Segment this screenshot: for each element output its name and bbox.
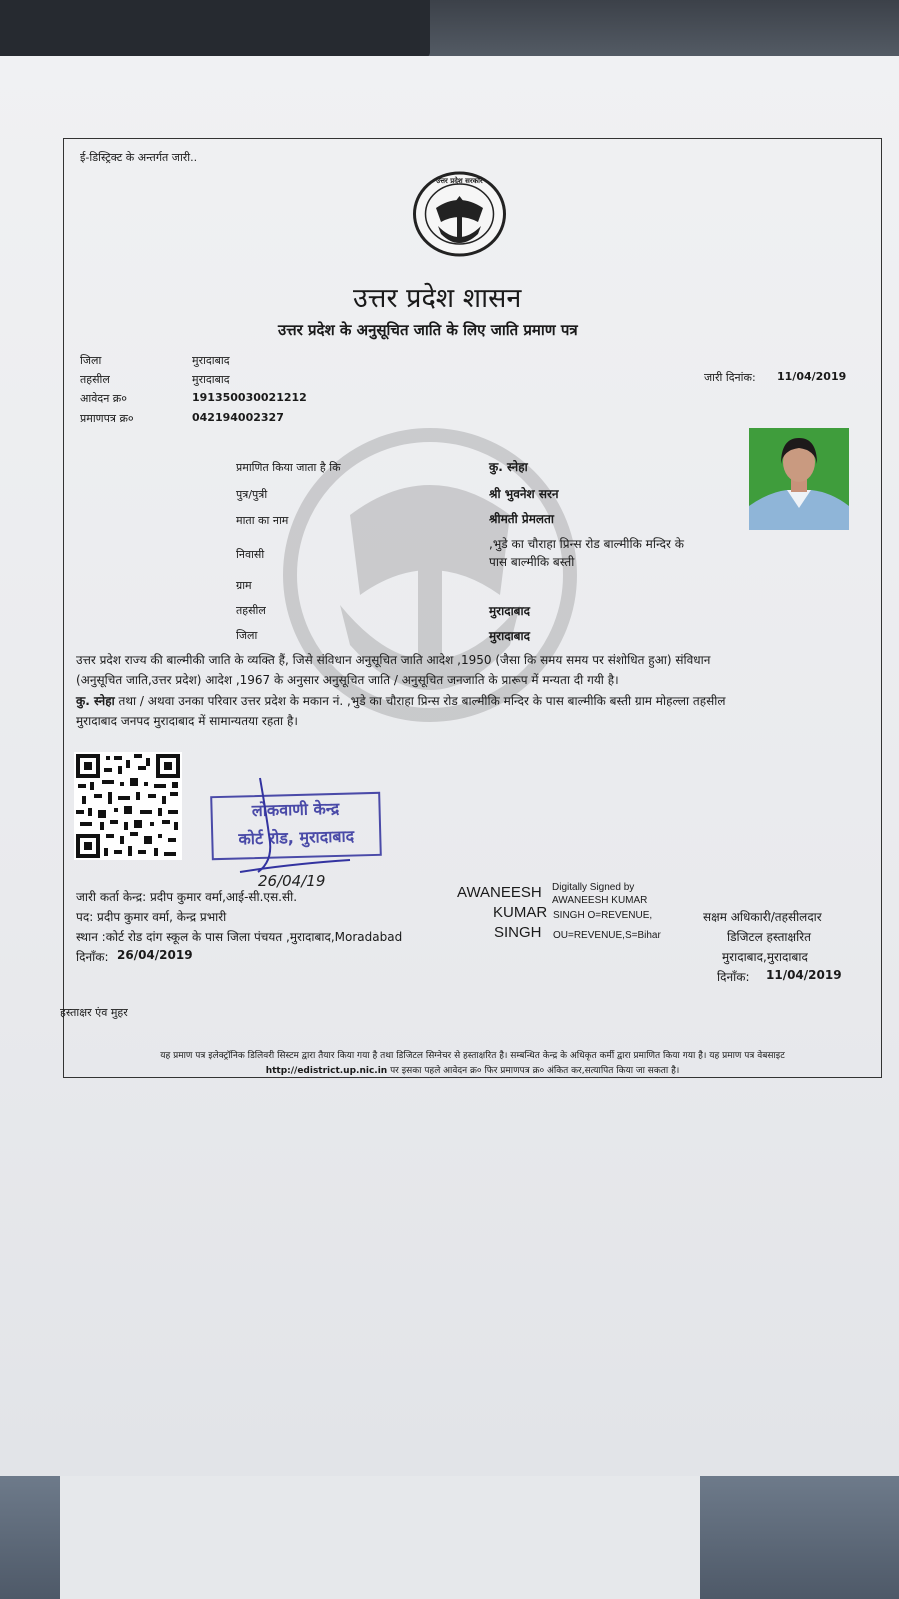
edistrict-note: ई-डिस्ट्रिक्ट के अन्तर्गत जारी.. [80, 151, 198, 164]
body-name: कु. स्नेहा [76, 694, 115, 708]
dsig-name-1: AWANEESH [457, 884, 542, 901]
detail-value-father: श्री भुवनेश सरन [489, 487, 559, 501]
footer-line-1: यह प्रमाण पत्र इलेक्ट्रॉनिक डिलिवरी सिस्टम द्वारा तैयार किया गया है तथा डिजिटल सिग्नेचर से हस्ताक्षरित है। सम्बन्धित केन्द्र के अधिकृत कर्मी द्वारा प्रमाणित किया गया है। यह प्रमाण पत्र वेबसाइट [160, 1051, 785, 1061]
qr-code [74, 752, 182, 860]
officer-date-label: दिनाँक: [717, 970, 750, 984]
issue-date-label: जारी दिनांक: [704, 371, 756, 384]
footer-line-2 [63, 1063, 882, 1076]
issuer-post: पद: प्रदीप कुमार वर्मा, केन्द्र प्रभारी [76, 910, 227, 924]
meta-value-tehsil: मुरादाबाद [192, 373, 230, 386]
detail-value-address-2: पास बाल्मीकि बस्ती [489, 555, 575, 569]
detail-label-village: ग्राम [236, 579, 252, 592]
handwritten-date: 26/04/19 [258, 872, 326, 890]
dsig-name-3: SINGH [494, 924, 542, 941]
body-line-3-text: तथा / अथवा उनका परिवार उत्तर प्रदेश के मकान नं. ,भुडे का चौराहा प्रिन्स रोड बाल्मीकि मन्दिर के पास बाल्मीकि बस्ती ग्राम मोहल्ला तहसील [114, 694, 726, 708]
stamp-line-2: कोर्ट रोड, मुरादाबाद [238, 826, 355, 849]
dsig-name-2: KUMAR [493, 904, 548, 921]
body-line-4: मुरादाबाद जनपद मुरादाबाद में सामान्यतया रहता है। [76, 714, 298, 728]
detail-label-certified: प्रमाणित किया जाता है कि [236, 461, 341, 474]
detail-value-mother: श्रीमती प्रेमलता [489, 512, 554, 526]
emblem-text: उत्तर प्रदेश सरकार [436, 177, 483, 185]
detail-value-address-1: ,भुडे का चौराहा प्रिन्स रोड बाल्मीकि मन्दिर के [489, 537, 684, 551]
detail-value-district: मुरादाबाद [489, 629, 531, 643]
issuer-place: स्थान :कोर्ट रोड दांग स्कूल के पास जिला पंचयत ,मुरादाबाद,Moradabad [76, 930, 403, 944]
dsig-detail-2: AWANEESH KUMAR [552, 895, 648, 906]
body-line-2: (अनुसूचित जाति,उत्तर प्रदेश) आदेश ,1967 के अनुसार अनुसूचित जाति / अनुसूचित जनजाति के प्रारूप में मन्यता दी गयी है। [76, 673, 619, 687]
body-line-1: उत्तर प्रदेश राज्य की बाल्मीकी जाति के व्यक्ति हैं, जिसे संविधान अनुसूचित जाति आदेश ,1950 (जैसा कि समय समय पर संशोधित हुआ) संविधान [76, 653, 711, 667]
govt-title: उत्तर प्रदेश शासन [353, 283, 522, 314]
dsig-detail-3: SINGH O=REVENUE, [553, 910, 653, 921]
detail-value-name: कु. स्नेहा [489, 460, 528, 474]
footer-line-2-text: पर इसका पहले आवेदन क्र० फिर प्रमाणपत्र क्र० अंकित कर,सत्यापित किया जा सकता है। [387, 1066, 680, 1076]
officer-signed: डिजिटल हस्ताक्षरित [727, 930, 811, 944]
laptop-edge [0, 0, 430, 58]
footer-url: http://edistrict.up.nic.in [265, 1066, 388, 1076]
meta-value-certificate-no: 042194002327 [192, 411, 284, 424]
dsig-detail-4: OU=REVENUE,S=Bihar [553, 930, 661, 941]
stamp-line-1: लोकवाणी केन्द्र [251, 798, 340, 821]
detail-label-tehsil: तहसील [236, 604, 266, 617]
officer-place: मुरादाबाद,मुरादाबाद [722, 950, 808, 964]
detail-label-resident: निवासी [236, 548, 265, 561]
officer-date: 11/04/2019 [766, 968, 842, 982]
issuer-center: जारी कर्ता केन्द्र: प्रदीप कुमार वर्मा,आई-सी.एस.सी. [76, 890, 298, 904]
detail-label-relation: पुत्र/पुत्री [236, 488, 268, 501]
detail-label-district: जिला [236, 629, 258, 642]
meta-label-certificate-no: प्रमाणपत्र क्र० [80, 412, 134, 425]
dsig-detail-1: Digitally Signed by [552, 882, 635, 893]
issue-date: 11/04/2019 [777, 370, 847, 383]
meta-value-district: मुरादाबाद [192, 354, 230, 367]
officer-title: सक्षम अधिकारी/तहसीलदार [703, 910, 822, 924]
meta-value-application-no: 191350030021212 [192, 391, 307, 404]
body-line-3 [76, 691, 866, 711]
meta-label-application-no: आवेदन क्र० [80, 392, 127, 405]
underlying-paper [60, 1476, 700, 1599]
certificate-title: उत्तर प्रदेश के अनुसूचित जाति के लिए जाति प्रमाण पत्र [278, 321, 578, 339]
signature-seal-label: हस्ताक्षर एंव मुहर [60, 1006, 128, 1019]
meta-label-district: जिला [80, 354, 102, 367]
applicant-photo [749, 428, 849, 530]
issuer-date-label: दिनाँक: [76, 950, 109, 964]
handwritten-signature [230, 772, 380, 882]
issuer-date: 26/04/2019 [117, 948, 193, 962]
detail-label-mother: माता का नाम [236, 514, 289, 527]
meta-label-tehsil: तहसील [80, 373, 110, 386]
detail-value-tehsil: मुरादाबाद [489, 604, 531, 618]
